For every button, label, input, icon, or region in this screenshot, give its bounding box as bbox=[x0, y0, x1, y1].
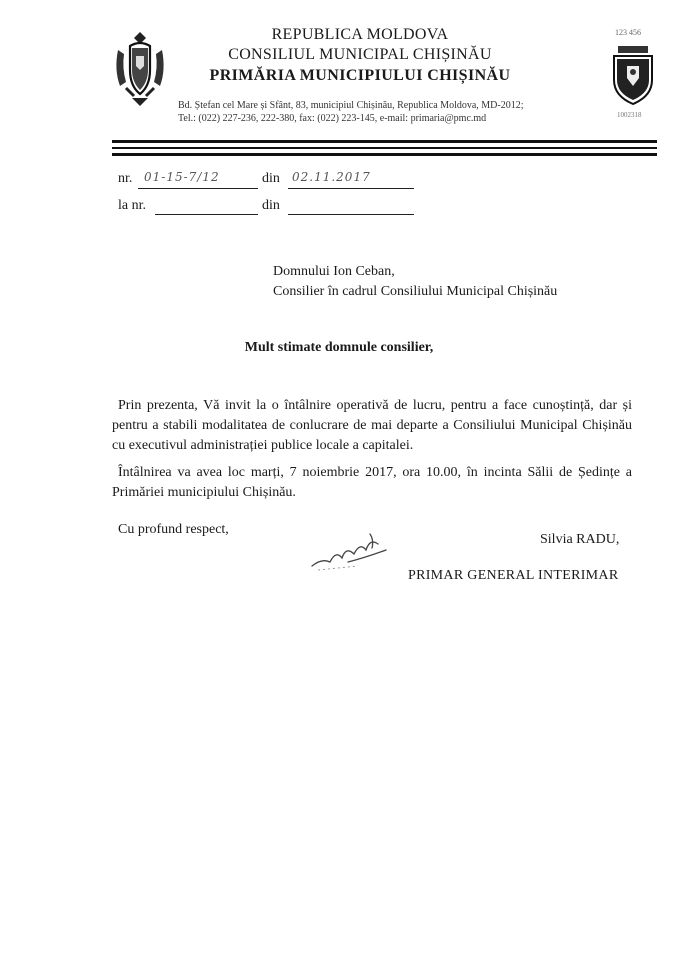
header-country: REPUBLICA MOLDOVA bbox=[271, 26, 449, 43]
letter-paragraph-1: Prin prezenta, Vă invit la o întâlnire operativă de lucru, pentru a face cunoștință, dar și pentru a stabili modalitatea de conlucrare de mai departe a Consiliului Municipal Chișinău cu executivul administrației publice locale a capitalei. bbox=[112, 398, 632, 453]
signatory-title: PRIMAR GENERAL INTERIMAR bbox=[408, 568, 619, 583]
nr-label: nr. bbox=[118, 171, 133, 186]
chisinau-coat-of-arms-icon bbox=[610, 44, 656, 106]
din2-label: din bbox=[262, 198, 280, 213]
din-label: din bbox=[262, 171, 280, 186]
addressee-name: Domnului Ion Ceban, bbox=[273, 264, 395, 279]
letter-closing: Cu profund respect, bbox=[118, 522, 229, 537]
header-rule bbox=[112, 147, 657, 149]
letter-paragraph-2: Întâlnirea va avea loc marți, 7 noiembrie 2017, ora 10.00, în incinta Sălii de Ședințe a Primăriei municipiului Chișinău. bbox=[112, 465, 632, 500]
header-office: PRIMĂRIA MUNICIPIULUI CHIȘINĂU bbox=[209, 67, 511, 84]
header-address: Bd. Ștefan cel Mare și Sfânt, 83, municipiul Chișinău, Republica Moldova, MD-2012; bbox=[178, 100, 524, 111]
registry-code-bottom: 1002318 bbox=[617, 111, 642, 119]
header-contact: Tel.: (022) 227-236, 222-380, fax: (022) 223-145, e-mail: primaria@pmc.md bbox=[178, 113, 487, 124]
nr-line bbox=[138, 188, 258, 189]
handwritten-signature bbox=[308, 528, 400, 574]
la-nr-label: la nr. bbox=[118, 198, 146, 213]
addressee-role: Consilier în cadrul Consiliului Municipal Chișinău bbox=[273, 284, 558, 299]
letter-greeting: Mult stimate domnule consilier, bbox=[244, 340, 434, 355]
nr-value: 01-15-7/12 bbox=[144, 170, 220, 184]
header-rule bbox=[112, 153, 657, 156]
header-council: CONSILIUL MUNICIPAL CHIȘINĂU bbox=[228, 46, 492, 63]
din-line bbox=[288, 188, 414, 189]
la-nr-line bbox=[155, 214, 258, 215]
registry-code-top: 123 456 bbox=[615, 28, 641, 37]
signatory-name: Silvia RADU, bbox=[540, 532, 620, 547]
din2-line bbox=[288, 214, 414, 215]
header-rule bbox=[112, 140, 657, 143]
din-value: 02.11.2017 bbox=[292, 170, 371, 184]
